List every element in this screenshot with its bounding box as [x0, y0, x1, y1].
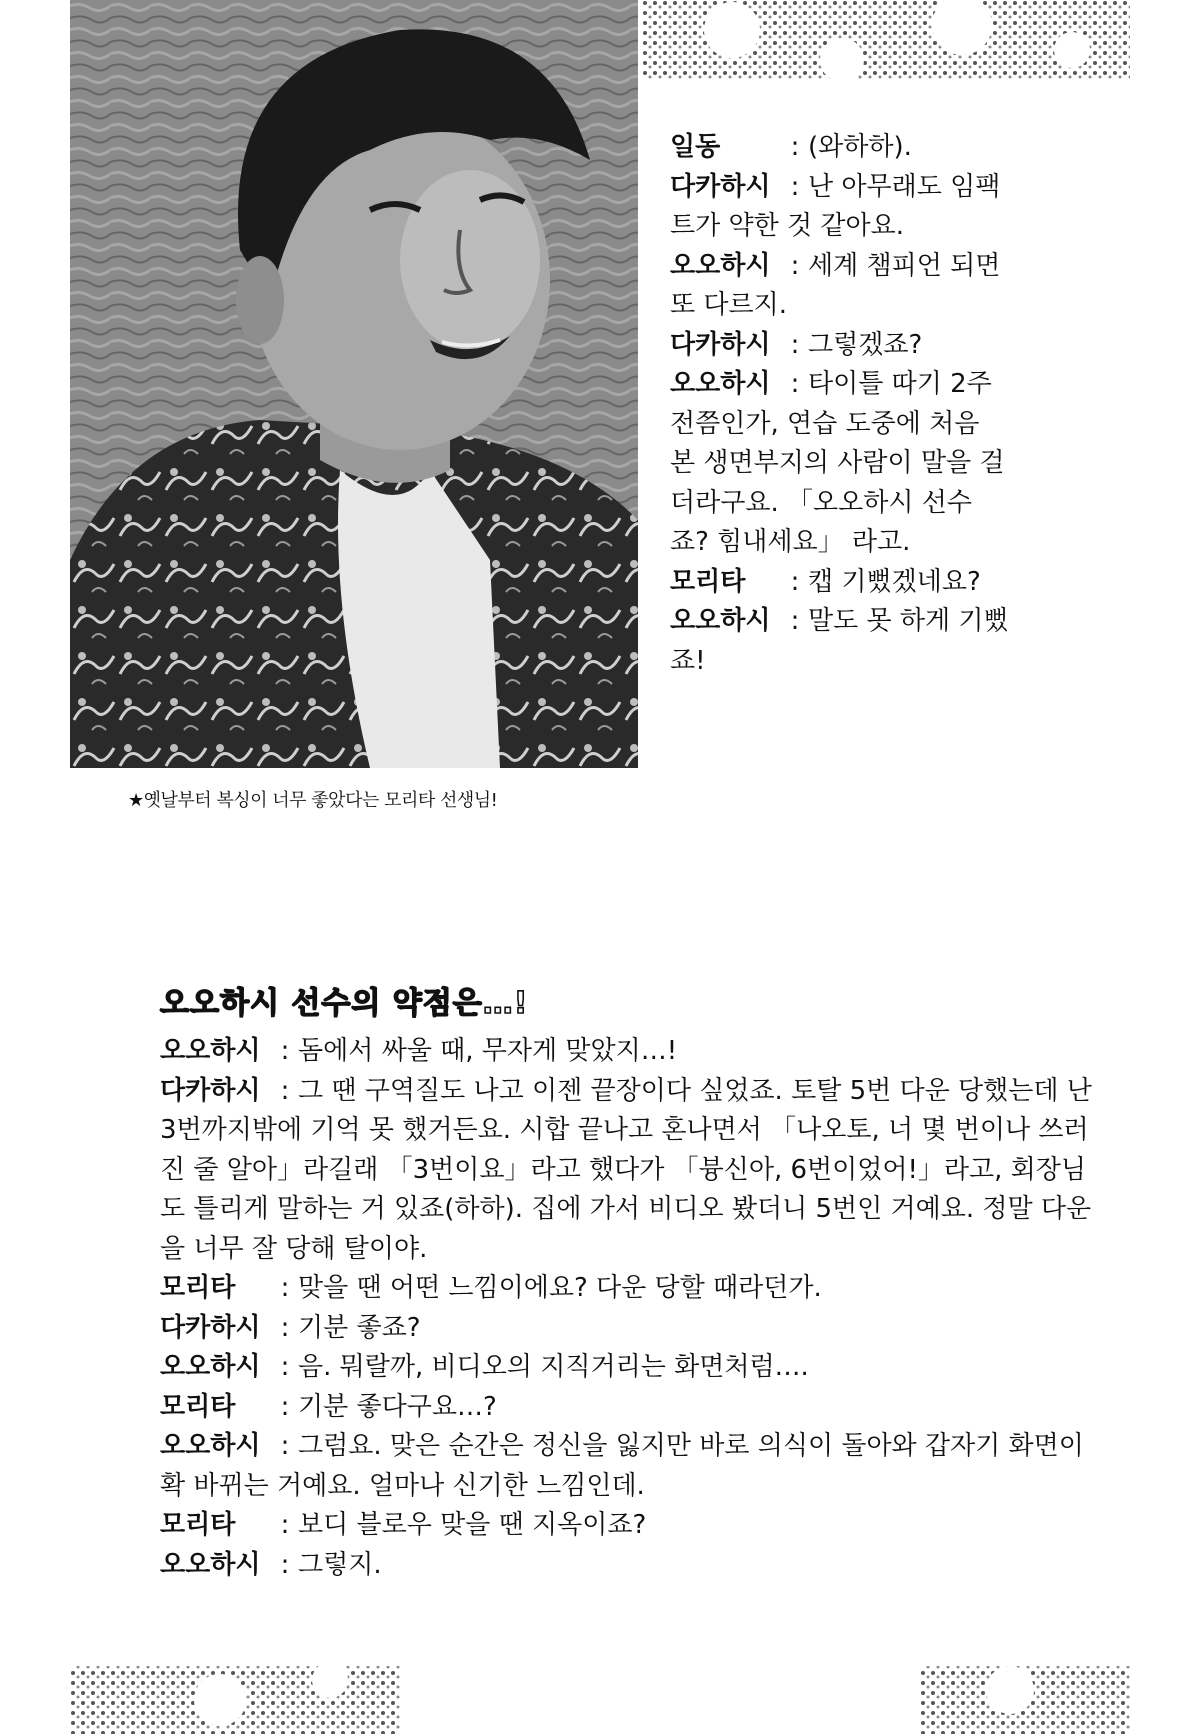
dialog-line: 다카하시 : 그렇겠죠? — [670, 326, 1010, 366]
speaker-name: 모리타 — [160, 1273, 236, 1303]
speaker-name: 오오하시 — [160, 1431, 261, 1461]
speaker-name: 다카하시 — [160, 1312, 261, 1343]
speaker-name: 다카하시 — [670, 171, 771, 202]
dialog-text: 캡 기뻤겠네요? — [808, 566, 981, 597]
speaker-name: 오오하시 — [670, 250, 771, 281]
photo-portrait-icon — [70, 0, 638, 768]
dialog-line: 다카하시 : 기분 좋죠? — [160, 1309, 1095, 1349]
speaker-name: 다카하시 — [670, 329, 771, 360]
dialog-line: 일동 : (와하하). — [670, 128, 1010, 168]
dialog-text: 타이틀 따기 2주 전쯤인가, 연습 도중에 처음 본 생면부지의 사람이 말을 걸더라구요. 「오오하시 선수죠? 힘내세요」 라고. — [670, 369, 1005, 557]
dialog-text: 돔에서 싸울 때, 무자게 맞았지…! — [298, 1036, 678, 1066]
dialog-line: 다카하시 : 그 땐 구역질도 나고 이젠 끝장이다 싶었죠. 토탈 5번 다운 당했는데 난 3번까지밖에 기억 못 했거든요. 시합 끝나고 혼나면서 「나오토, 너 몇 번이나 쓰러진 줄 알아」라길래 「3번이요」라고 했다가 「븅신아, 6번이었어!」라고, 회장님도 틀리게 말하는 거 있죠(하하). 집에 가서 비디오 봤더니 5번인 거예요. 정말 다운을 너무 잘 당해 탈이야. — [160, 1072, 1095, 1270]
speaker-name: 오오하시 — [160, 1036, 261, 1066]
speaker-name: 오오하시 — [670, 369, 771, 399]
speaker-name: 오오하시 — [160, 1549, 261, 1580]
dialog-text: 그렇겠죠? — [808, 329, 923, 360]
dialog-line: 오오하시 : 말도 못 하게 기뻤죠! — [670, 602, 1010, 681]
dialog-line: 오오하시 : 그렇지. — [160, 1546, 1095, 1586]
section-heading: 오오하시 선수의 약점은…! — [160, 986, 529, 1021]
speaker-name: 다카하시 — [160, 1075, 261, 1106]
dialog-text: 음. 뭐랄까, 비디오의 지직거리는 화면처럼…. — [298, 1352, 809, 1382]
dialog-text: 보디 블로우 맞을 땐 지옥이죠? — [298, 1510, 647, 1540]
dialog-text: 말도 못 하게 기뻤죠! — [670, 606, 1009, 676]
dialog-bottom — [160, 1032, 1095, 1585]
speaker-name: 오오하시 — [670, 606, 771, 636]
decorative-texture-bottom — [70, 1660, 1130, 1734]
speaker-name: 일동 — [670, 132, 721, 162]
dialog-line: 모리타 : 캡 기뻤겠네요? — [670, 563, 1010, 603]
dialog-text: (와하하). — [808, 132, 912, 162]
dialog-line: 오오하시 : 세계 챔피언 되면 또 다르지. — [670, 247, 1010, 326]
decorative-texture-top — [642, 0, 1130, 95]
speaker-name: 모리타 — [160, 1510, 236, 1540]
portrait-photo — [70, 0, 638, 768]
photo-caption: ★옛날부터 복싱이 너무 좋았다는 모리타 선생님! — [128, 790, 498, 811]
dialog-line: 오오하시 : 음. 뭐랄까, 비디오의 지직거리는 화면처럼…. — [160, 1348, 1095, 1388]
speaker-name: 모리타 — [160, 1391, 236, 1422]
speaker-name: 모리타 — [670, 566, 746, 597]
dialog-text: 그렇지. — [298, 1549, 382, 1580]
dialog-line: 다카하시 : 난 아무래도 임팩트가 약한 것 같아요. — [670, 168, 1010, 247]
dialog-text: 난 아무래도 임팩트가 약한 것 같아요. — [670, 171, 1001, 241]
dialog-text: 맞을 땐 어떤 느낌이에요? 다운 당할 때라던가. — [298, 1273, 822, 1303]
dialog-text: 기분 좋죠? — [298, 1312, 421, 1343]
dialog-line: 오오하시 : 그럼요. 맞은 순간은 정신을 잃지만 바로 의식이 돌아와 갑자기 화면이 확 바뀌는 거예요. 얼마나 신기한 느낌인데. — [160, 1427, 1095, 1506]
dialog-text: 세계 챔피언 되면 또 다르지. — [670, 250, 1001, 320]
dialog-text: 그 땐 구역질도 나고 이젠 끝장이다 싶었죠. 토탈 5번 다운 당했는데 난 3번까지밖에 기억 못 했거든요. 시합 끝나고 혼나면서 「나오토, 너 몇 번이나 쓰러진 줄 알아」라길래 「3번이요」라고 했다가 「븅신아, 6번이었어!」라고, 회장님도 틀리게 말하는 거 있죠(하하). 집에 가서 비디오 봤더니 5번인 거예요. 정말 다운을 너무 잘 당해 탈이야. — [160, 1075, 1092, 1264]
speaker-name: 오오하시 — [160, 1352, 261, 1382]
dialog-line: 모리타 : 기분 좋다구요…? — [160, 1388, 1095, 1428]
dialog-text: 기분 좋다구요…? — [298, 1391, 497, 1422]
dialog-text: 그럼요. 맞은 순간은 정신을 잃지만 바로 의식이 돌아와 갑자기 화면이 확 바뀌는 거예요. 얼마나 신기한 느낌인데. — [160, 1431, 1084, 1501]
dialog-line: 모리타 : 맞을 땐 어떤 느낌이에요? 다운 당할 때라던가. — [160, 1269, 1095, 1309]
dialog-line: 모리타 : 보디 블로우 맞을 땐 지옥이죠? — [160, 1506, 1095, 1546]
dialog-top — [670, 128, 1010, 681]
dialog-line: 오오하시 : 돔에서 싸울 때, 무자게 맞았지…! — [160, 1032, 1095, 1072]
dialog-line: 오오하시 : 타이틀 따기 2주 전쯤인가, 연습 도중에 처음 본 생면부지의 사람이 말을 걸더라구요. 「오오하시 선수죠? 힘내세요」 라고. — [670, 365, 1010, 563]
